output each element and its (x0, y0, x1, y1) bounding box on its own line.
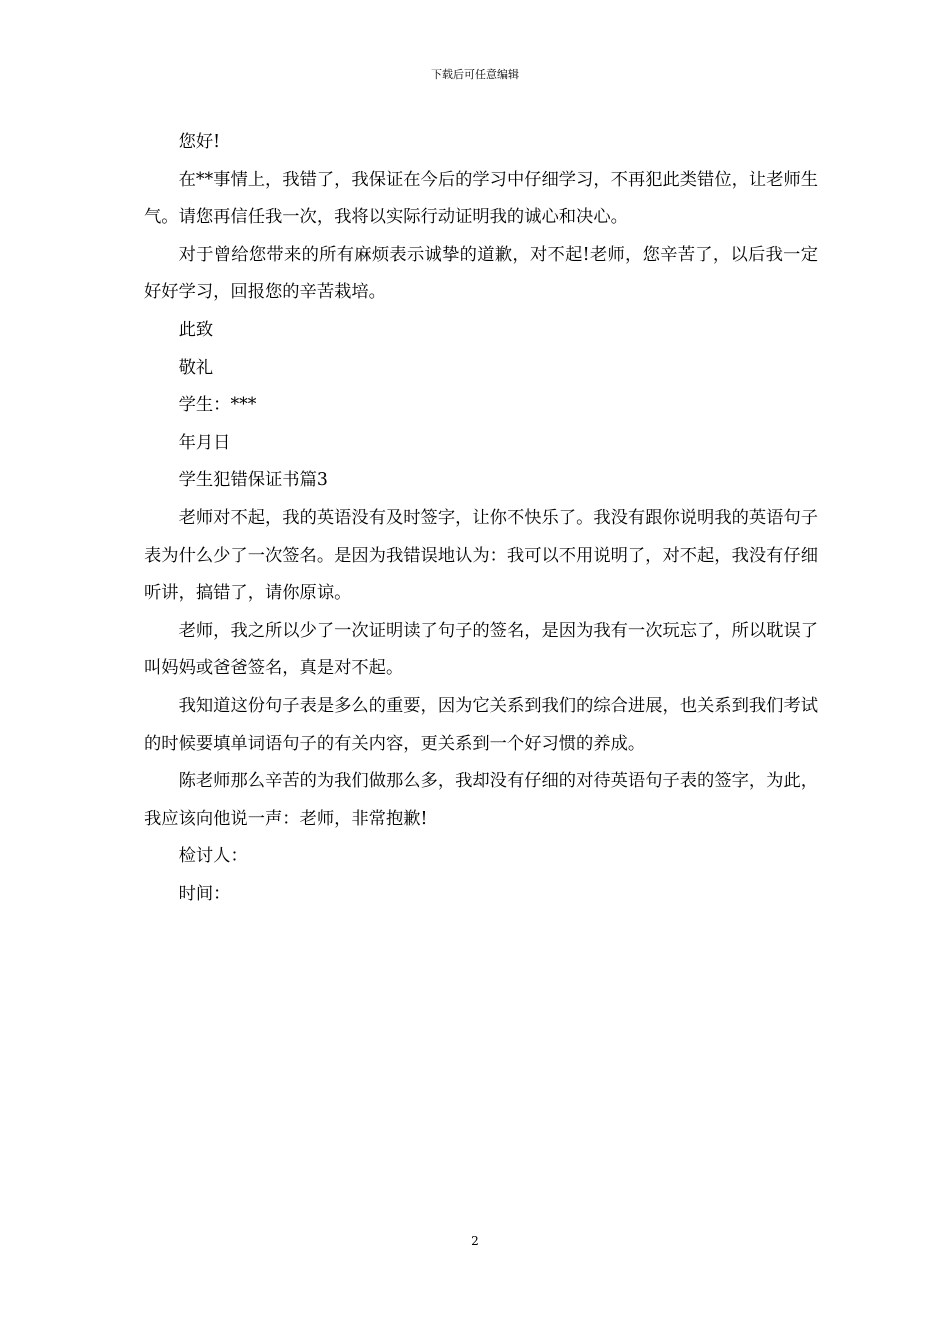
body-paragraph: 陈老师那么辛苦的为我们做那么多，我却没有仔细的对待英语句子表的签字，为此，我应该向他说一声：老师，非常抱歉! (144, 771, 819, 829)
page-header: 下载后可任意编辑 (431, 68, 519, 81)
body-paragraph: 老师，我之所以少了一次证明读了句子的签名，是因为我有一次玩忘了，所以耽误了叫妈妈或爸爸签名，真是对不起。 (144, 620, 819, 679)
body-paragraph: 我知道这份句子表是多么的重要，因为它关系到我们的综合进展，也关系到我们考试的时候要填单词语句子的有关内容，更关系到一个好习惯的养成。 (144, 695, 819, 754)
document-body (144, 124, 818, 913)
greeting: 您好! (178, 132, 221, 152)
page-number: 2 (471, 1234, 479, 1248)
closing-line: 此致 (178, 319, 214, 340)
closing-line: 敬礼 (178, 357, 214, 378)
body-paragraph: 在**事情上，我错了，我保证在今后的学习中仔细学习，不再犯此类错位，让老师生气。请您再信任我一次，我将以实际行动证明我的诚心和决心。 (144, 169, 819, 228)
signature-reviewer: 检讨人： (178, 846, 248, 867)
body-paragraph: 老师对不起，我的英语没有及时签字，让你不快乐了。我没有跟你说明我的英语句子表为什么少了一次签名。是因为我错误地认为：我可以不用说明了，对不起，我没有仔细听讲，搞错了，请你原谅。 (144, 507, 819, 604)
section-title: 学生犯错保证书篇3 (178, 470, 328, 491)
date-line: 年月日 (178, 432, 231, 453)
body-paragraph: 对于曾给您带来的所有麻烦表示诚挚的道歉，对不起!老师，您辛苦了，以后我一定好好学习，回报您的辛苦栽培。 (144, 244, 818, 303)
time-line: 时间： (178, 883, 231, 904)
signature-student: 学生：*** (178, 395, 257, 416)
